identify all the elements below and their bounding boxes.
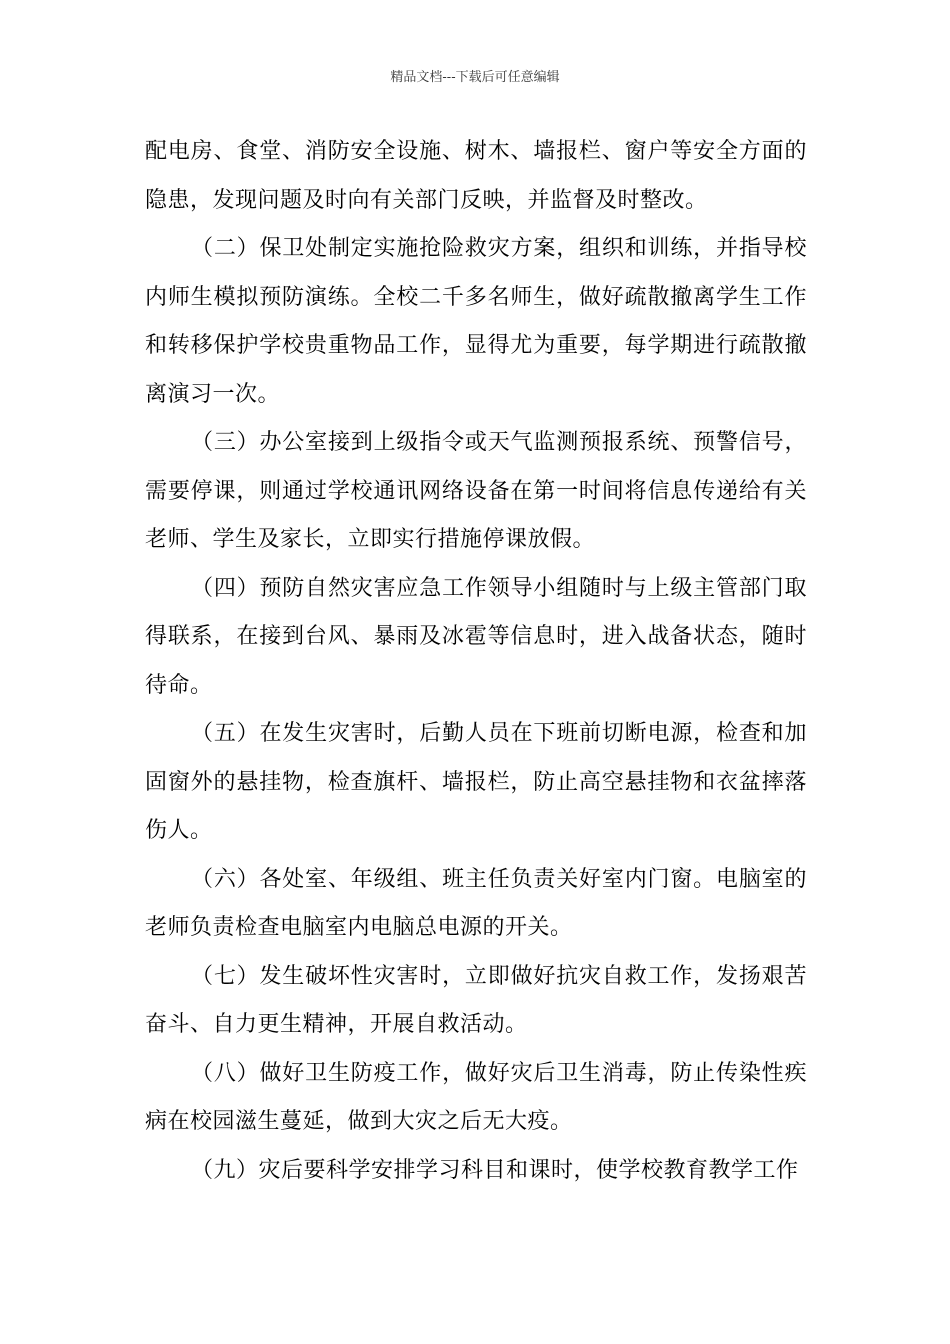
document-body [145,128,807,1195]
paragraph-continued: 配电房、食堂、消防安全设施、树木、墙报栏、窗户等安全方面的隐患，发现问题及时向有关部门反映，并监督及时整改。 [145,139,807,213]
paragraph-item-2: （二）保卫处制定实施抢险救灾方案，组织和训练，并指导校内师生模拟预防演练。全校二千多名师生，做好疏散撤离学生工作和转移保护学校贵重物品工作，显得尤为重要，每学期进行疏散撤离演习一次。 [145,236,807,407]
paragraph-item-9: （九）灾后要科学安排学习科目和课时，使学校教育教学工作 [191,1157,799,1183]
paragraph-item-5: （五）在发生灾害时，后勤人员在下班前切断电源，检查和加固窗外的悬挂物，检查旗杆、墙报栏，防止高空悬挂物和衣盆摔落伤人。 [145,721,807,843]
paragraph-item-7: （七）发生破坏性灾害时，立即做好抗灾自救工作，发扬艰苦奋斗、自力更生精神，开展自救活动。 [145,963,807,1037]
paragraph-item-6: （六）各处室、年级组、班主任负责关好室内门窗。电脑室的老师负责检查电脑室内电脑总电源的开关。 [145,866,807,940]
paragraph-item-4: （四）预防自然灾害应急工作领导小组随时与上级主管部门取得联系，在接到台风、暴雨及冰雹等信息时，进入战备状态，随时待命。 [145,575,807,698]
paragraph-item-8: （八）做好卫生防疫工作，做好灾后卫生消毒，防止传染性疾病在校园滋生蔓延，做到大灾之后无大疫。 [145,1060,807,1134]
paragraph-item-3: （三）办公室接到上级指令或天气监测预报系统、预警信号，需要停课，则通过学校通讯网络设备在第一时间将信息传递给有关老师、学生及家长，立即实行措施停课放假。 [145,430,807,552]
page-header: 精品文档---下载后可任意编辑 [390,70,560,85]
